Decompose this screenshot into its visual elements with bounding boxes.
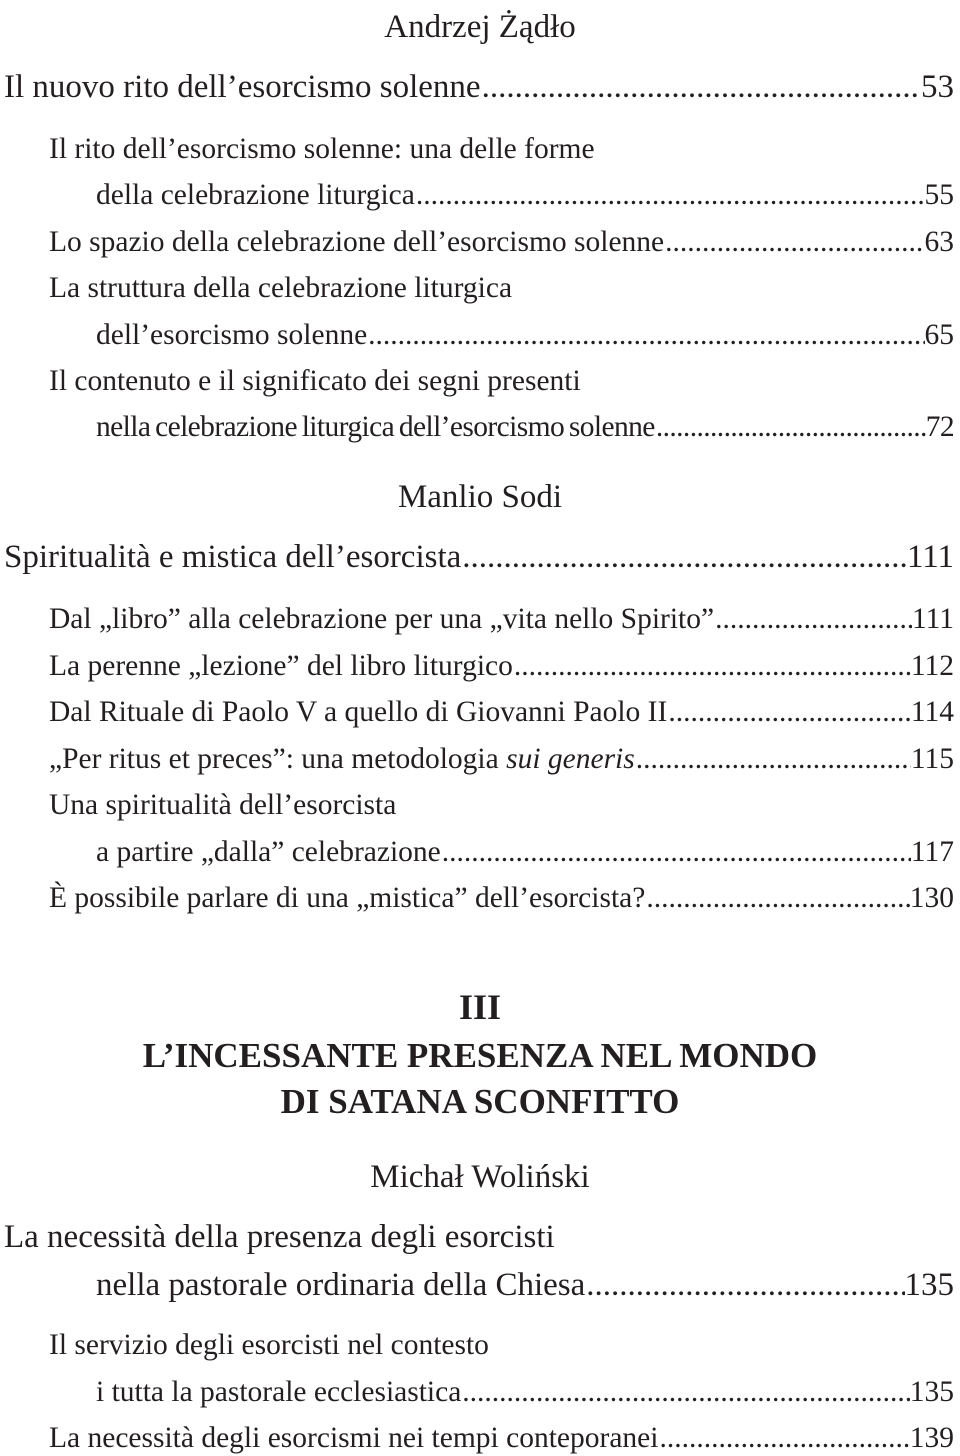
page-number: 135 xyxy=(904,1267,954,1303)
section-heading-line: L’INCESSANTE PRESENZA NEL MONDO xyxy=(142,1036,818,1075)
dot-leader xyxy=(645,882,909,915)
entry-title: a partire „dalla” celebrazione xyxy=(96,836,441,868)
entry-title: Dal Rituale di Paolo V a quello di Giovanni Paolo II xyxy=(49,696,668,728)
entry-title: della celebrazione liturgica xyxy=(96,179,415,211)
toc-entry xyxy=(0,590,960,636)
toc-entry-continuation xyxy=(0,398,960,444)
page-number: 111 xyxy=(906,539,954,575)
entry-title-italic: sui generis xyxy=(506,743,635,775)
section-heading-line: DI SATANA SCONFITTO xyxy=(280,1082,680,1121)
section-heading xyxy=(0,1030,960,1076)
author-heading xyxy=(0,1150,960,1196)
entry-title: La struttura della celebrazione liturgica xyxy=(49,272,513,304)
toc-entry-continuation xyxy=(0,823,960,869)
author-name: Manlio Sodi xyxy=(397,479,563,515)
entry-title: nella celebrazione liturgica dell’esorcismo solenne xyxy=(96,411,655,443)
toc-entry-continuation xyxy=(0,306,960,352)
entry-title: La necessità della presenza degli esorcisti xyxy=(4,1219,555,1255)
entry-title: Il nuovo rito dell’esorcismo solenne xyxy=(4,69,481,105)
toc-entry xyxy=(0,1409,960,1455)
page-number: 114 xyxy=(910,696,954,728)
entry-title: Una spiritualità dell’esorcista xyxy=(49,789,397,821)
entry-title: È possibile parlare di una „mistica” dell’esorcista? xyxy=(49,882,646,914)
toc-entry xyxy=(0,730,960,776)
dot-leader xyxy=(415,179,925,212)
entry-title-text: „Per ritus et preces”: una metodologia xyxy=(49,743,507,775)
toc-entry-line xyxy=(0,120,960,166)
toc-entry-continuation xyxy=(0,1363,960,1409)
entry-title: Il contenuto e il significato dei segni presenti xyxy=(49,365,581,397)
dot-leader xyxy=(461,1376,909,1409)
page-number: 135 xyxy=(909,1376,954,1408)
dot-leader xyxy=(585,1267,904,1304)
dot-leader xyxy=(714,603,912,636)
entry-title: dell’esorcismo solenne xyxy=(96,319,368,351)
part-numeral xyxy=(0,982,960,1028)
entry-title: La necessità degli esorcismi nei tempi conteporanei xyxy=(49,1422,659,1454)
part-numeral-text: III xyxy=(458,987,502,1027)
toc-entry-line xyxy=(0,1210,960,1256)
author-name: Michał Woliński xyxy=(370,1159,590,1195)
entry-title xyxy=(49,743,635,776)
dot-leader xyxy=(667,696,911,729)
dot-leader xyxy=(461,539,907,576)
page-number: 139 xyxy=(909,1422,954,1454)
entry-title: Il servizio degli esorcisti nel contesto xyxy=(49,1329,489,1361)
toc-entry xyxy=(0,213,960,259)
toc-entry-continuation xyxy=(0,1258,960,1304)
entry-title: Spiritualità e mistica dell’esorcista xyxy=(4,539,462,575)
page-number: 130 xyxy=(909,882,954,914)
dot-leader xyxy=(655,411,926,444)
author-name: Andrzej Żądło xyxy=(384,9,576,45)
entry-title: Lo spazio della celebrazione dell’esorcismo solenne xyxy=(49,226,665,258)
toc-entry xyxy=(0,60,960,106)
toc-entry xyxy=(0,683,960,729)
dot-leader xyxy=(441,836,911,869)
toc-entry-continuation xyxy=(0,166,960,212)
toc-entry xyxy=(0,530,960,576)
page-number: 117 xyxy=(910,836,954,868)
entry-title: La perenne „lezione” del libro liturgico xyxy=(49,650,513,682)
entry-title: nella pastorale ordinaria della Chiesa xyxy=(96,1267,586,1303)
page-number: 63 xyxy=(924,226,954,258)
entry-title: Dal „libro” alla celebrazione per una „vita nello Spirito” xyxy=(49,603,715,635)
page-number: 55 xyxy=(924,179,954,211)
entry-title: i tutta la pastorale ecclesiastica xyxy=(96,1376,462,1408)
dot-leader xyxy=(513,650,911,683)
page-number: 72 xyxy=(925,411,954,443)
toc-entry-line xyxy=(0,259,960,305)
toc-entry-line xyxy=(0,1316,960,1362)
author-heading xyxy=(0,0,960,46)
entry-title: Il rito dell’esorcismo solenne: una delle forme xyxy=(49,133,595,165)
page-number: 112 xyxy=(910,650,954,682)
page-number: 65 xyxy=(924,319,954,351)
toc-entry xyxy=(0,637,960,683)
dot-leader xyxy=(635,743,911,776)
author-heading xyxy=(0,470,960,516)
dot-leader xyxy=(481,69,921,106)
dot-leader xyxy=(664,226,924,259)
page-number: 111 xyxy=(911,603,954,635)
dot-leader xyxy=(658,1422,909,1455)
toc-entry-line xyxy=(0,776,960,822)
page-number: 53 xyxy=(921,69,954,105)
dot-leader xyxy=(367,319,924,352)
section-heading xyxy=(0,1076,960,1122)
page-number: 115 xyxy=(910,743,954,775)
toc-entry-line xyxy=(0,352,960,398)
toc-entry xyxy=(0,869,960,915)
